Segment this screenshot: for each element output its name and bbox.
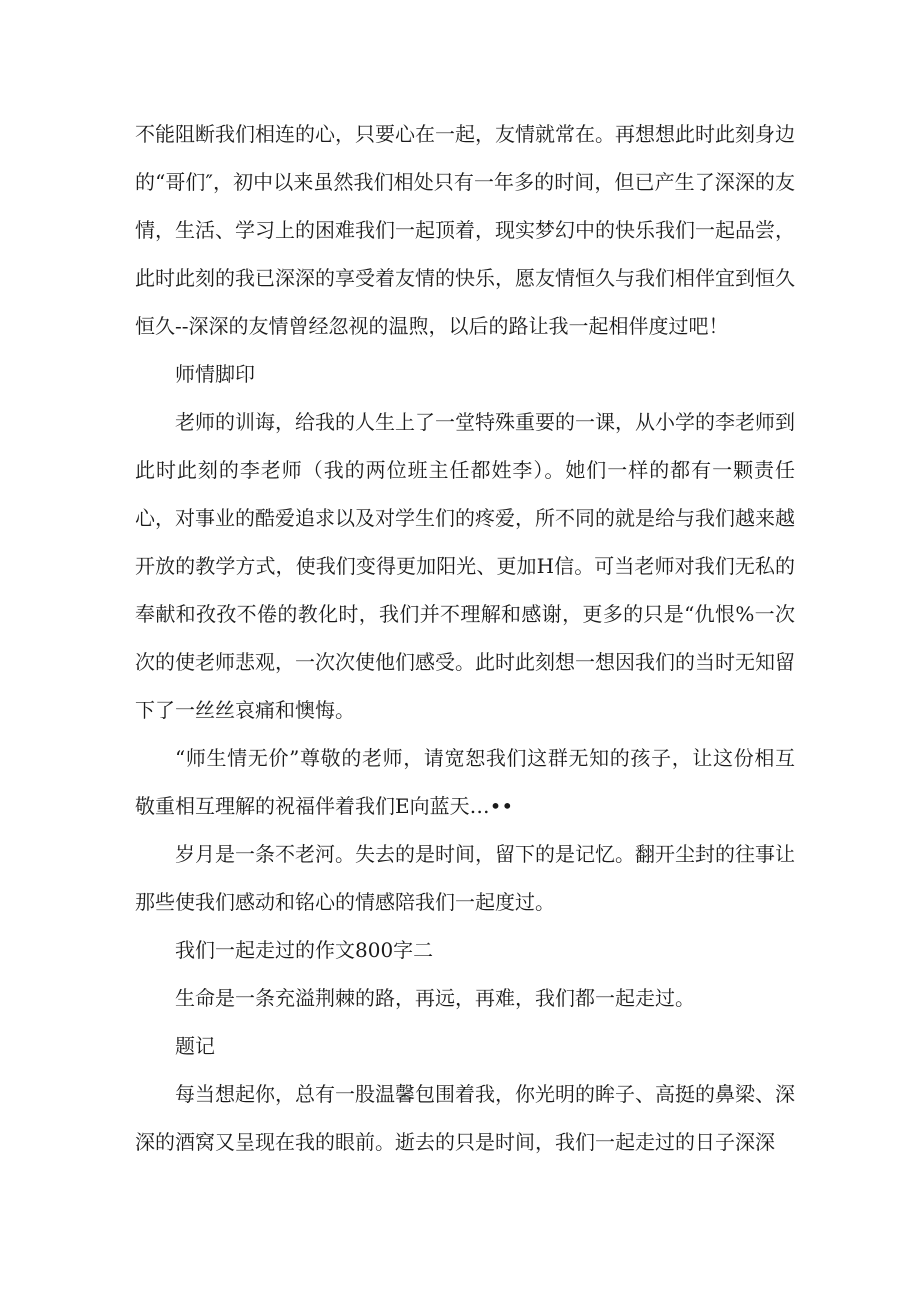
paragraph-life-road: 生命是一条充溢荆棘的路，再远，再难，我们都一起走过。 — [175, 986, 695, 1010]
document-body — [135, 110, 795, 1166]
section-heading-epigraph: 题记 — [175, 1034, 215, 1058]
essay-title-two: 我们一起走过的作文800字二 — [175, 938, 434, 962]
paragraph-teacher-lesson: 老师的训诲，给我的人生上了一堂特殊重要的一课，从小学的李老师到此时此刻的李老师（我的两位班主任都姓李）。她们一样的都有一颗责任心，对事业的酷爱追求以及对学生们的疼爱，所不同的就是给与我们越来越开放的教学方式，使我们变得更加阳光、更加H信。可当老师对我们无私的奉献和孜孜不倦的教化时，我们并不理解和感谢，更多的只是“仇恨%一次次的使老师悲观，一次次使他们感受。此时此刻想一想因我们的当时无知留下了一丝丝哀痛和懊悔。 — [135, 410, 795, 722]
paragraph-years-river: 岁月是一条不老河。失去的是时间，留下的是记忆。翻开尘封的往事让那些使我们感动和铭心的情感陪我们一起度过。 — [135, 842, 795, 914]
paragraph-memory: 每当想起你，总有一股温馨包围着我，你光明的眸子、高挺的鼻梁、深深的酒窝又呈现在我的眼前。逝去的只是时间，我们一起走过的日子深深 — [135, 1082, 795, 1154]
paragraph-teacher-gratitude: “师生情无价”尊敬的老师，请宽恕我们这群无知的孩子，让这份相互敬重相互理解的祝福伴着我们E向蓝天…•• — [135, 746, 795, 818]
section-heading-teacher: 师情脚印 — [175, 362, 255, 386]
paragraph-friendship-continued: 不能阻断我们相连的心，只要心在一起，友情就常在。再想想此时此刻身边的“哥们″，初中以来虽然我们相处只有一年多的时间，但已产生了深深的友情，生活、学习上的困难我们一起顶着，现实梦幻中的快乐我们一起品尝，此时此刻的我已深深的享受着友情的快乐，愿友情恒久与我们相伴宜到恒久恒久--深深的友情曾经忽视的温煦，以后的路让我一起相伴度过吧！ — [135, 122, 795, 338]
